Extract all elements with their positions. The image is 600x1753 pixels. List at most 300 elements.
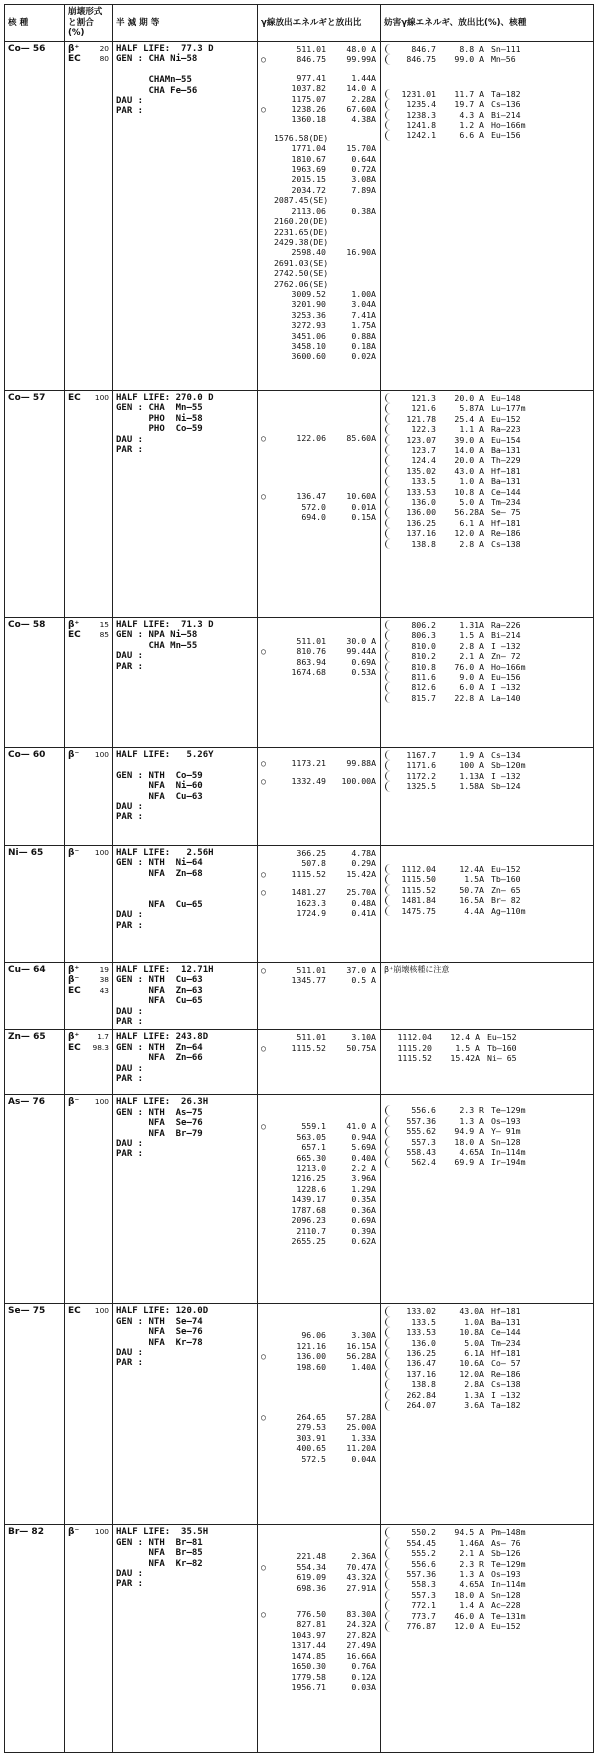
interference-nuclide: Eu—152 xyxy=(491,413,521,424)
interference-energy: 806.3 xyxy=(411,630,436,641)
gamma-energy: 977.41 xyxy=(296,72,326,83)
gamma-intensity: 48.0 A xyxy=(346,44,376,54)
spacer xyxy=(261,443,377,451)
gamma-line xyxy=(261,279,377,289)
interference-energy: 555.2 xyxy=(411,1548,436,1559)
gamma-intensity: 41.0 A xyxy=(346,1121,376,1132)
gamma-energy: 3201.90 xyxy=(291,299,326,310)
interference-nuclide: Ra—226 xyxy=(491,620,521,630)
info-line: GEN : CHA Mn—55 xyxy=(116,403,203,414)
decay-percent: 100 xyxy=(94,1527,109,1537)
gamma-energy: 1439.17 xyxy=(291,1194,326,1205)
main-peak-marker xyxy=(261,1341,274,1351)
gamma-energy: 810.76 xyxy=(296,646,326,657)
decay-mode: β⁻ xyxy=(68,1097,80,1108)
gamma-energy: 572.0 xyxy=(301,501,326,512)
decay-mode: β⁻ xyxy=(68,975,80,986)
interference-line xyxy=(385,466,590,476)
info-line: NFA Se—76 xyxy=(116,1118,203,1129)
interference-nuclide: Y— 91m xyxy=(491,1126,521,1137)
gamma-intensity: 100.00A xyxy=(341,776,376,787)
gamma-intensity: 99.88A xyxy=(346,758,376,768)
interference-line xyxy=(385,1105,590,1115)
interference-energy: 1112.04 xyxy=(397,1032,432,1043)
interference-energy: 1171.6 xyxy=(406,760,436,771)
interference-energy: 558.43 xyxy=(406,1147,436,1158)
spacer xyxy=(261,1404,377,1412)
interference-nuclide: Br— 82 xyxy=(491,895,521,906)
main-peak-marker xyxy=(261,1551,274,1561)
decay-mode: β⁺ xyxy=(68,965,80,975)
gamma-intensity: 15.42A xyxy=(346,868,376,879)
gamma-intensity: 3.04A xyxy=(351,299,376,310)
interference-line xyxy=(385,414,590,424)
main-peak-marker xyxy=(261,1661,274,1671)
nuclide-cell xyxy=(5,1304,65,1525)
interference-line xyxy=(385,895,590,905)
main-peak-marker xyxy=(261,657,274,667)
gamma-energy: 3009.52 xyxy=(291,288,326,299)
gamma-intensity: 3.30A xyxy=(351,1330,376,1341)
gamma-energy: 136.47 xyxy=(296,491,326,502)
interference-line xyxy=(385,885,590,895)
interference-line xyxy=(385,99,590,109)
interference-nuclide: Tm—234 xyxy=(491,497,521,508)
nuclide-cell xyxy=(5,42,65,391)
gamma-line xyxy=(261,858,377,868)
gamma-line xyxy=(261,299,377,309)
half-life-cell xyxy=(113,618,258,748)
gamma-line xyxy=(261,1215,377,1225)
info-line: GEN : NTH Br—81 xyxy=(116,1537,203,1548)
decay-mode: EC xyxy=(68,630,81,641)
interference-intensity: 100 A xyxy=(459,760,484,771)
gamma-energy: 1963.69 xyxy=(291,164,326,175)
gamma-intensity: 2.2 A xyxy=(351,1163,376,1174)
interference-intensity: 12.4A xyxy=(459,864,484,874)
info-line: GEN : NTH As—75 xyxy=(116,1107,203,1118)
spacer xyxy=(261,1105,377,1113)
interference-line xyxy=(385,518,590,528)
interference-nuclide: Tm—234 xyxy=(491,1337,521,1348)
interference-line xyxy=(385,487,590,497)
gamma-line xyxy=(261,195,377,205)
interference-energy: 558.3 xyxy=(411,1579,436,1590)
gamma-intensity: 0.69A xyxy=(351,656,376,667)
gamma-line xyxy=(261,657,377,667)
interference-energy: 810.2 xyxy=(411,651,436,662)
gamma-line xyxy=(261,1184,377,1194)
gamma-energy: 3458.10 xyxy=(291,340,326,351)
gamma-energy: 1481.27 xyxy=(291,887,326,898)
interference-nuclide: Pm—148m xyxy=(491,1527,526,1538)
interference-intensity: 12.4 A xyxy=(450,1032,480,1043)
interference-energy: 773.7 xyxy=(411,1610,436,1621)
interference-intensity: 10.6A xyxy=(459,1358,484,1369)
gamma-line xyxy=(261,1142,377,1152)
interference-intensity: 4.65A xyxy=(459,1147,484,1158)
decay-percent: 80 xyxy=(99,54,109,64)
main-peak-marker xyxy=(261,341,274,351)
gamma-line xyxy=(261,133,377,143)
gamma-energy: 1216.25 xyxy=(291,1173,326,1184)
gamma-energy: 1175.07 xyxy=(291,93,326,104)
interference-nuclide: Te—129m xyxy=(491,1105,526,1116)
gamma-intensity xyxy=(326,268,376,278)
decay-mode: β⁺ xyxy=(68,1032,80,1043)
interference-nuclide: Te—129m xyxy=(491,1558,526,1569)
interference-note: β⁺崩壊核種に注意 xyxy=(384,965,450,974)
gamma-cell xyxy=(258,748,381,846)
info-line: NFA Se—76 xyxy=(116,1327,203,1338)
interference-line xyxy=(385,120,590,130)
gamma-line xyxy=(261,1551,377,1561)
interference-nuclide: Eu—154 xyxy=(491,434,521,445)
gamma-cell xyxy=(258,618,381,748)
interference-line xyxy=(385,1538,590,1548)
interference-line xyxy=(385,130,590,140)
main-peak-marker xyxy=(261,1630,274,1640)
gamma-line xyxy=(261,206,377,216)
gamma-energy: 511.01 xyxy=(296,1032,326,1043)
table-row xyxy=(5,1525,594,1753)
interference-intensity: 94.5 A xyxy=(454,1527,484,1538)
interference-line xyxy=(385,1147,590,1157)
gamma-line xyxy=(261,1194,377,1204)
interference-line xyxy=(385,771,590,781)
interference-energy: 1481.84 xyxy=(401,895,436,906)
spacer xyxy=(261,750,377,758)
interference-line xyxy=(385,874,590,884)
main-peak-marker xyxy=(261,858,274,868)
interference-nuclide: Sb—124 xyxy=(491,781,521,792)
table-row xyxy=(5,618,594,748)
gamma-intensity: 0.48A xyxy=(351,897,376,908)
info-line: HALF LIFE: 26.3H xyxy=(116,1097,209,1108)
interference-energy: 1231.01 xyxy=(401,88,436,99)
gamma-line xyxy=(261,54,377,64)
interference-nuclide: Zn— 72 xyxy=(491,651,521,662)
interference-line xyxy=(385,1527,590,1537)
interference-energy: 550.2 xyxy=(411,1527,436,1538)
decay-line xyxy=(68,965,109,975)
interference-line xyxy=(385,445,590,455)
info-line: NFA Zn—63 xyxy=(116,985,203,996)
gamma-energy: 559.1 xyxy=(301,1121,326,1132)
main-peak-marker xyxy=(261,1330,274,1340)
gamma-intensity: 0.18A xyxy=(351,340,376,351)
interference-nuclide: Re—186 xyxy=(491,528,521,539)
interference-intensity: 46.0 A xyxy=(454,1610,484,1621)
gamma-intensity: 16.90A xyxy=(346,247,376,258)
decay-line xyxy=(68,848,109,858)
gamma-intensity: 99.99A xyxy=(346,54,376,65)
interference-line xyxy=(385,424,590,434)
gamma-intensity: 2.36A xyxy=(351,1551,376,1562)
main-peak-marker xyxy=(261,512,274,522)
interference-energy: 1242.1 xyxy=(406,130,436,141)
interference-intensity: 9.0 A xyxy=(459,672,484,683)
interference-intensity: 43.0A xyxy=(459,1306,484,1317)
gamma-energy: 96.06 xyxy=(301,1330,326,1341)
interference-nuclide: I —132 xyxy=(491,640,521,651)
spacer xyxy=(261,1314,377,1322)
interference-energy: 1172.2 xyxy=(406,770,436,781)
main-peak-marker: ○ xyxy=(261,965,266,975)
interference-intensity: 2.3 R xyxy=(459,1105,484,1116)
gamma-energy: 1576.58(DE) xyxy=(274,132,329,143)
gamma-intensity: 3.96A xyxy=(351,1173,376,1184)
gamma-energy: 1779.58 xyxy=(291,1671,326,1682)
interference-intensity: 69.9 A xyxy=(454,1157,484,1168)
spacer xyxy=(261,768,377,776)
spacer xyxy=(261,467,377,475)
gamma-energy: 846.75 xyxy=(296,54,326,65)
spacer xyxy=(384,65,590,73)
interference-energy: 136.47 xyxy=(406,1358,436,1369)
interference-intensity: 12.0 A xyxy=(454,528,484,539)
spacer xyxy=(261,459,377,467)
interference-energy: 846.75 xyxy=(406,54,436,65)
main-peak-marker xyxy=(261,1672,274,1682)
decay-mode: EC xyxy=(68,985,81,996)
info-line: HALF LIFE: 120.0D xyxy=(116,1306,209,1317)
spacer xyxy=(261,1388,377,1396)
spacer xyxy=(261,125,377,133)
interference-line xyxy=(385,497,590,507)
gamma-line xyxy=(261,636,377,646)
decay-line xyxy=(68,975,109,985)
interference-nuclide: Ra—223 xyxy=(491,424,521,435)
half-life-cell xyxy=(113,42,258,391)
gamma-energy: 198.60 xyxy=(296,1361,326,1372)
interference-nuclide: Cs—138 xyxy=(491,1379,521,1390)
main-peak-marker xyxy=(261,1205,274,1215)
info-line: DAU : xyxy=(116,434,144,445)
gamma-energy: 136.00 xyxy=(296,1351,326,1362)
decay-mode: EC xyxy=(68,1042,81,1053)
gamma-energy: 2655.25 xyxy=(291,1235,326,1246)
interference-energy: 133.5 xyxy=(411,1316,436,1327)
interference-energy: 1115.50 xyxy=(401,874,436,885)
gamma-intensity: 1.00A xyxy=(351,288,376,299)
gamma-line xyxy=(261,143,377,153)
info-line xyxy=(116,879,254,889)
interference-energy: 121.3 xyxy=(411,393,436,403)
interference-intensity: 2.1 A xyxy=(459,1548,484,1559)
interference-intensity: 99.0 A xyxy=(454,54,484,65)
half-life-cell xyxy=(113,846,258,963)
gamma-intensity: 0.69A xyxy=(351,1215,376,1226)
interference-nuclide: Tb—160 xyxy=(491,874,521,885)
decay-line xyxy=(68,1097,109,1107)
info-line: NFA Cu—65 xyxy=(116,900,203,911)
gamma-energy: 776.50 xyxy=(296,1609,326,1620)
gamma-intensity xyxy=(326,227,376,237)
info-line: NFA Ni—60 xyxy=(116,781,203,792)
interference-cell xyxy=(381,618,594,748)
main-peak-marker xyxy=(261,1194,274,1204)
gamma-line xyxy=(261,1032,377,1042)
interference-energy: 1235.4 xyxy=(406,99,436,110)
interference-line xyxy=(385,1157,590,1167)
main-peak-marker xyxy=(261,1651,274,1661)
gamma-energy: 221.48 xyxy=(296,1551,326,1562)
gamma-intensity xyxy=(326,195,376,205)
interference-line xyxy=(385,1569,590,1579)
main-peak-marker xyxy=(261,114,274,124)
decay-mode: EC xyxy=(68,393,81,403)
interference-nuclide: Ni— 65 xyxy=(487,1053,517,1064)
interference-intensity: 25.4 A xyxy=(454,413,484,424)
interference-energy: 136.0 xyxy=(411,497,436,508)
info-line: DAU : xyxy=(116,96,144,107)
info-line: HALF LIFE: 243.8D xyxy=(116,1032,209,1043)
interference-intensity: 18.0 A xyxy=(454,1136,484,1147)
interference-line xyxy=(385,1348,590,1358)
decay-percent: 1.7 xyxy=(97,1032,109,1042)
interference-line xyxy=(385,662,590,672)
gamma-intensity xyxy=(326,133,376,143)
gamma-line xyxy=(261,1562,377,1572)
gamma-energy: 619.09 xyxy=(296,1572,326,1583)
gamma-energy: 1115.52 xyxy=(291,868,326,879)
nuclide-cell xyxy=(5,963,65,1030)
interference-intensity: 1.3 A xyxy=(459,1569,484,1580)
interference-intensity: 1.5A xyxy=(464,874,484,885)
info-line: DAU : xyxy=(116,1063,144,1074)
interference-energy: 556.6 xyxy=(411,1558,436,1569)
interference-energy: 811.6 xyxy=(411,672,436,683)
gamma-line xyxy=(261,1433,377,1443)
main-peak-marker xyxy=(261,320,274,330)
interference-line xyxy=(385,1137,590,1147)
gamma-intensity: 3.10A xyxy=(351,1032,376,1043)
info-line: NFA Kr—82 xyxy=(116,1558,203,1569)
gamma-line xyxy=(261,320,377,330)
nuclide-cell xyxy=(5,1030,65,1095)
interference-energy: 264.07 xyxy=(406,1400,436,1411)
interference-intensity: 43.0 A xyxy=(454,465,484,476)
spacer xyxy=(261,1593,377,1601)
interference-line xyxy=(385,1369,590,1379)
interference-intensity: 1.5 A xyxy=(459,630,484,641)
interference-nuclide: Se— 75 xyxy=(491,507,521,518)
decay-percent: 43 xyxy=(99,985,109,995)
interference-intensity: 4.65A xyxy=(459,1579,484,1590)
info-line: CHA Mn—55 xyxy=(116,640,198,651)
info-line: HALF LIFE: 5.26Y xyxy=(116,750,214,760)
interference-energy: 133.02 xyxy=(406,1306,436,1317)
table-row xyxy=(5,391,594,618)
gamma-line xyxy=(261,667,377,677)
interference-intensity: 12.0A xyxy=(459,1368,484,1379)
table-row xyxy=(5,846,594,963)
interference-cell xyxy=(381,748,594,846)
interference-line xyxy=(385,435,590,445)
interference-intensity: 5.0A xyxy=(464,1337,484,1348)
interference-intensity: 1.31A xyxy=(459,620,484,630)
spacer xyxy=(261,475,377,483)
gamma-intensity: 0.5 A xyxy=(351,975,376,986)
gamma-line xyxy=(261,341,377,351)
interference-intensity: 22.8 A xyxy=(454,692,484,703)
gamma-energy: 2231.65(DE) xyxy=(274,226,329,237)
gamma-line xyxy=(261,1043,377,1053)
info-line: HALF LIFE: 71.3 D xyxy=(116,620,214,630)
spacer xyxy=(261,401,377,409)
info-line: HALF LIFE: 270.0 D xyxy=(116,393,214,403)
interference-nuclide: Re—186 xyxy=(491,1368,521,1379)
decay-cell xyxy=(65,618,113,748)
spacer xyxy=(261,1380,377,1388)
main-peak-marker xyxy=(261,1422,274,1432)
interference-intensity: 1.5 A xyxy=(455,1042,480,1053)
gamma-energy: 1810.67 xyxy=(291,153,326,164)
main-peak-marker xyxy=(261,1226,274,1236)
decay-line xyxy=(68,44,109,54)
gamma-line xyxy=(261,237,377,247)
interference-line xyxy=(385,507,590,517)
main-peak-marker xyxy=(261,174,274,184)
nuclide-name: Co— 58 xyxy=(8,620,46,630)
interference-energy: 1115.52 xyxy=(397,1053,432,1064)
interference-line xyxy=(385,1400,590,1410)
gamma-line xyxy=(261,1226,377,1236)
gamma-intensity: 0.53A xyxy=(351,667,376,678)
main-peak-marker xyxy=(261,44,274,54)
main-peak-marker xyxy=(261,1032,274,1042)
interference-intensity: 1.2 A xyxy=(459,120,484,131)
gamma-energy: 1238.26 xyxy=(291,104,326,115)
info-line: CHAMn—55 xyxy=(116,75,192,86)
gamma-line xyxy=(261,1640,377,1650)
decay-line xyxy=(68,1032,109,1042)
gamma-energy: 1787.68 xyxy=(291,1204,326,1215)
gamma-line xyxy=(261,1362,377,1372)
gamma-intensity: 7.89A xyxy=(351,184,376,195)
main-peak-marker xyxy=(261,1173,274,1183)
decay-cell xyxy=(65,846,113,963)
half-life-cell xyxy=(113,1095,258,1304)
gamma-energy: 511.01 xyxy=(296,965,326,975)
interference-nuclide: Sn—128 xyxy=(491,1136,521,1147)
main-peak-marker xyxy=(261,667,274,677)
interference-nuclide: Bi—214 xyxy=(491,109,521,120)
interference-energy: 123.07 xyxy=(406,434,436,445)
interference-energy: 554.45 xyxy=(406,1537,436,1548)
gamma-line xyxy=(261,1163,377,1173)
interference-energy: 556.6 xyxy=(411,1105,436,1116)
interference-line xyxy=(385,672,590,682)
gamma-energy: 264.65 xyxy=(296,1412,326,1423)
gamma-intensity: 0.35A xyxy=(351,1194,376,1205)
half-life-cell xyxy=(113,391,258,618)
interference-cell xyxy=(381,42,594,391)
interference-energy: 557.3 xyxy=(411,1589,436,1600)
interference-line xyxy=(385,393,590,403)
gamma-intensity: 0.36A xyxy=(351,1204,376,1215)
interference-line xyxy=(385,1611,590,1621)
spacer xyxy=(261,1543,377,1551)
info-line: DAU : xyxy=(116,1569,144,1580)
main-peak-marker xyxy=(261,227,274,237)
interference-intensity: 6.6 A xyxy=(459,130,484,141)
gamma-line xyxy=(261,1121,377,1131)
gamma-line xyxy=(261,646,377,656)
spacer xyxy=(261,1306,377,1314)
interference-line xyxy=(384,1032,590,1042)
